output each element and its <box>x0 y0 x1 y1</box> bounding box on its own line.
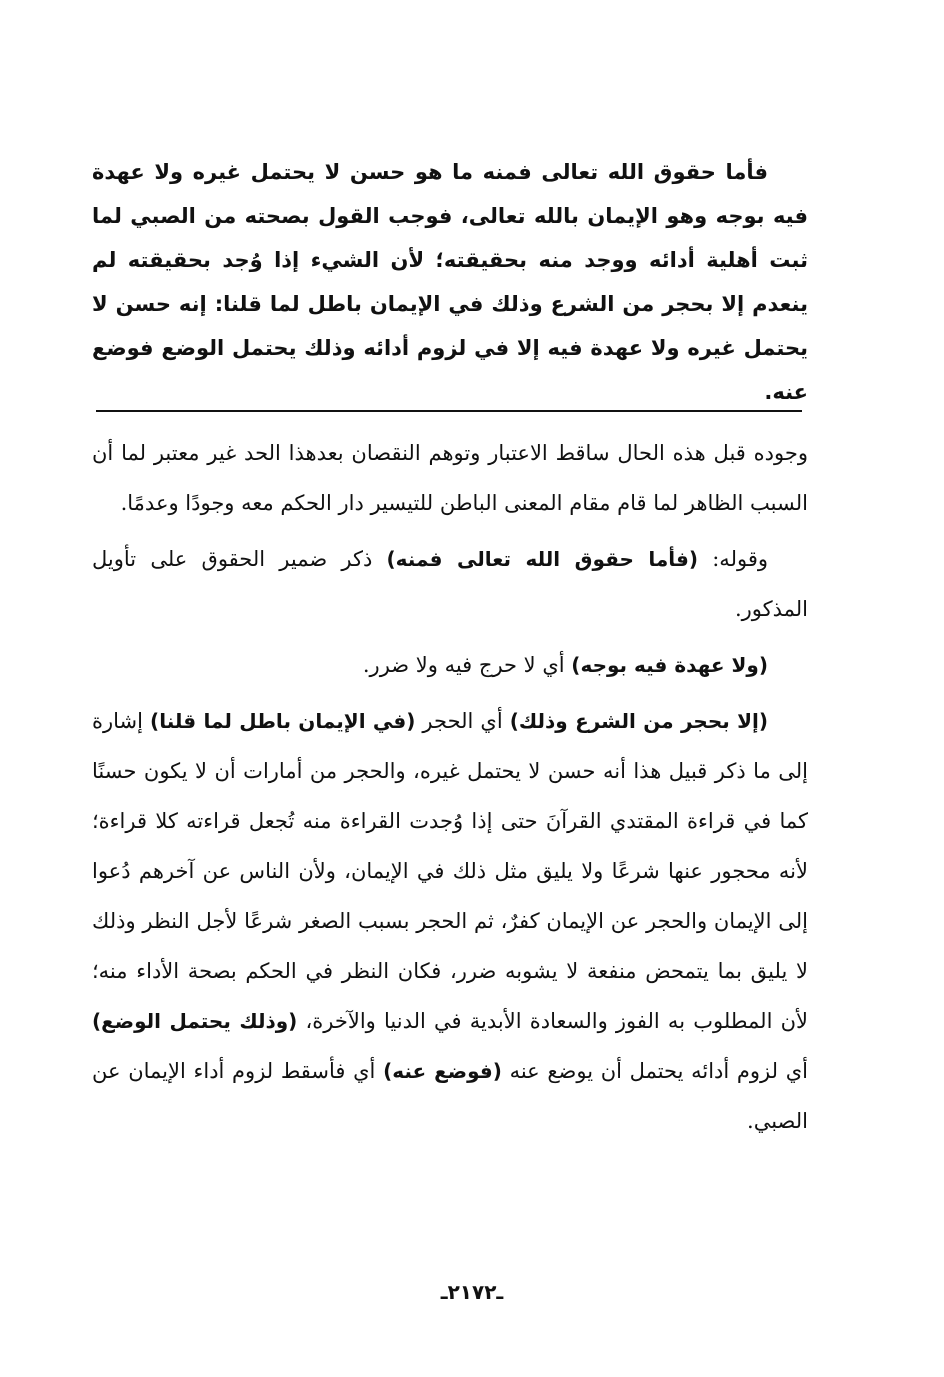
quoted-matn: (في الإيمان باطل لما قلنا) <box>150 709 416 733</box>
quoted-matn: (وذلك يحتمل الوضع) <box>92 1009 298 1033</box>
quoted-matn: (فوضع عنه) <box>383 1059 502 1083</box>
commentary-paragraph-2 <box>92 534 808 634</box>
commentary-text: إشارة إلى ما ذكر قبيل هذا أنه حسن لا يحتمل غيره، والحجر من أمارات أن لا يكون حسنًا كما في قراءة المقتدي القرآنَ حتى إذا وُجدت القراءة منه تُجعل قراءته كلا قراءة؛ لأنه محجور عنها شرعًا ولا يليق مثل ذلك في الإيمان، ولأن الناس عن آخرهم دُعوا إلى الإيمان والحجر عن الإيمان كفرٌ، ثم الحجر بسبب الصغر شرعًا لأجل النظر وذلك لا يليق بما يتمحض منفعة لا يشوبه ضرر، فكان النظر في الحكم بصحة الأداء منه؛ لأن المطلوب به الفوز والسعادة الأبدية في الدنيا والآخرة، <box>92 709 808 1033</box>
quoted-matn: (ولا عهدة فيه بوجه) <box>571 653 768 677</box>
commentary-paragraph-1: وجوده قبل هذه الحال ساقط الاعتبار وتوهم النقصان بعدهذا الحد غير معتبر لما أن السبب الظاهر لما قام مقام المعنى الباطن للتيسير دار الحكم معه وجودًا وعدمًا. <box>92 441 808 515</box>
quoted-matn: (فأما حقوق الله تعالى فمنه) <box>386 547 699 571</box>
page-number: ـ٢١٧٢ـ <box>440 1280 504 1304</box>
commentary-text: ذكر ضمير الحقوق على تأويل المذكور. <box>92 547 808 621</box>
commentary-text: أي لا حرج فيه ولا ضرر. <box>362 653 572 677</box>
commentary-paragraph-4 <box>92 696 808 1146</box>
commentary-text: أي فأسقط لزوم أداء الإيمان عن الصبي. <box>92 1059 808 1133</box>
commentary-text: أي لزوم أدائه يحتمل أن يوضع عنه <box>501 1059 808 1083</box>
commentary-text: وقوله: <box>698 547 768 571</box>
commentary-sharh <box>92 428 808 1146</box>
main-text-matn: فأما حقوق الله تعالى فمنه ما هو حسن لا يحتمل غيره ولا عهدة فيه بوجه وهو الإيمان بالله تعالى، فوجب القول بصحته من الصبي لما ثبت أهلية أدائه ووجد منه بحقيقته؛ لأن الشيء إذا وُجد بحقيقته لم ينعدم إلا بحجر من الشرع وذلك في الإيمان باطل لما قلنا: إنه حسن لا يحتمل غيره ولا عهدة فيه إلا في لزوم أدائه وذلك يحتمل الوضع فوضع عنه. <box>92 160 808 404</box>
commentary-paragraph-3 <box>92 640 808 690</box>
commentary-text: أي الحجر <box>415 709 510 733</box>
separator-line <box>96 410 802 412</box>
quoted-matn: (إلا بحجر من الشرع وذلك) <box>509 709 768 733</box>
